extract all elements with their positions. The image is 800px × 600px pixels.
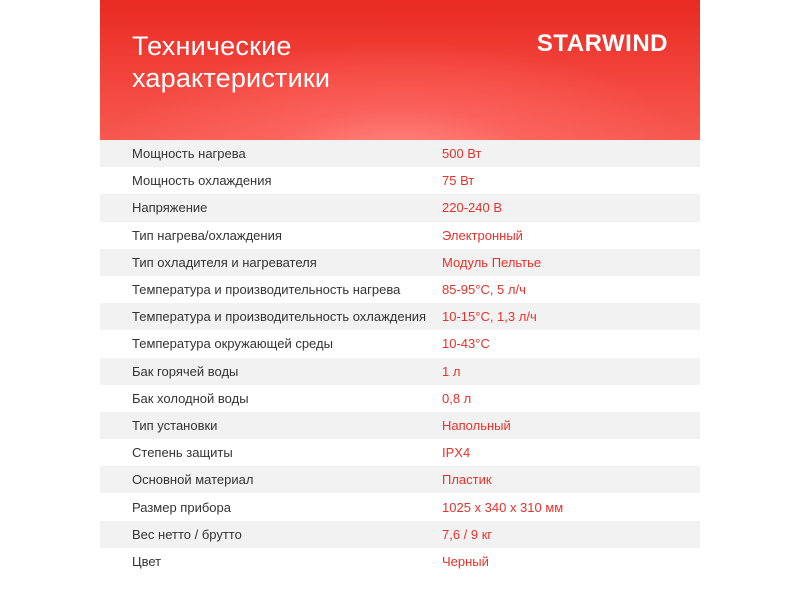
spec-value: Напольный — [442, 417, 511, 433]
spec-row — [100, 276, 700, 303]
spec-label: Тип охладителя и нагревателя — [132, 254, 317, 270]
spec-label: Степень защиты — [132, 445, 233, 461]
spec-label: Бак холодной воды — [132, 390, 249, 406]
spec-label: Вес нетто / брутто — [132, 526, 242, 542]
spec-label: Температура окружающей среды — [132, 336, 333, 352]
spec-card — [100, 0, 700, 600]
spec-value: Черный — [442, 553, 489, 569]
spec-label: Мощность охлаждения — [132, 173, 272, 189]
spec-label: Бак горячей воды — [132, 363, 239, 379]
spec-value: 500 Вт — [442, 146, 482, 162]
spec-row — [100, 493, 700, 520]
spec-row — [100, 140, 700, 167]
spec-row — [100, 194, 700, 221]
spec-row — [100, 521, 700, 548]
spec-row — [100, 249, 700, 276]
spec-label: Размер прибора — [132, 499, 231, 515]
title-line-1: Технические — [132, 31, 292, 61]
page-title — [132, 30, 330, 94]
spec-row — [100, 330, 700, 357]
spec-label: Температура и производительность нагрева — [132, 282, 401, 298]
spec-row — [100, 303, 700, 330]
spec-label: Тип нагрева/охлаждения — [132, 227, 282, 243]
spec-row — [100, 222, 700, 249]
spec-label: Мощность нагрева — [132, 146, 246, 162]
brand-logo: STARWIND — [536, 30, 668, 57]
spec-value: Электронный — [442, 227, 523, 243]
spec-value: 7,6 / 9 кг — [442, 526, 493, 542]
spec-value: 0,8 л — [442, 390, 472, 406]
spec-row — [100, 358, 700, 385]
spec-value: IPX4 — [442, 445, 471, 461]
spec-value: 10-43°С — [442, 336, 490, 352]
spec-value: 1 л — [442, 363, 461, 379]
spec-row — [100, 466, 700, 493]
spec-row — [100, 548, 700, 575]
spec-row — [100, 439, 700, 466]
header-banner — [100, 0, 700, 140]
spec-label: Напряжение — [132, 200, 208, 216]
title-line-2: характеристики — [132, 63, 331, 93]
spec-value: 1025 х 340 х 310 мм — [442, 499, 564, 515]
spec-value: 10-15°С, 1,3 л/ч — [442, 309, 537, 325]
spec-value: 75 Вт — [442, 173, 475, 189]
spec-label: Тип установки — [132, 417, 218, 433]
spec-label: Основной материал — [132, 472, 254, 488]
spec-row — [100, 385, 700, 412]
spec-table — [100, 140, 700, 575]
spec-value: Пластик — [442, 472, 492, 488]
spec-label: Цвет — [132, 553, 162, 569]
spec-row — [100, 412, 700, 439]
spec-value: 220-240 В — [442, 200, 502, 216]
spec-value: 85-95°С, 5 л/ч — [442, 282, 526, 298]
spec-value: Модуль Пельтье — [442, 254, 542, 270]
spec-row — [100, 167, 700, 194]
spec-label: Температура и производительность охлаждения — [132, 309, 427, 325]
